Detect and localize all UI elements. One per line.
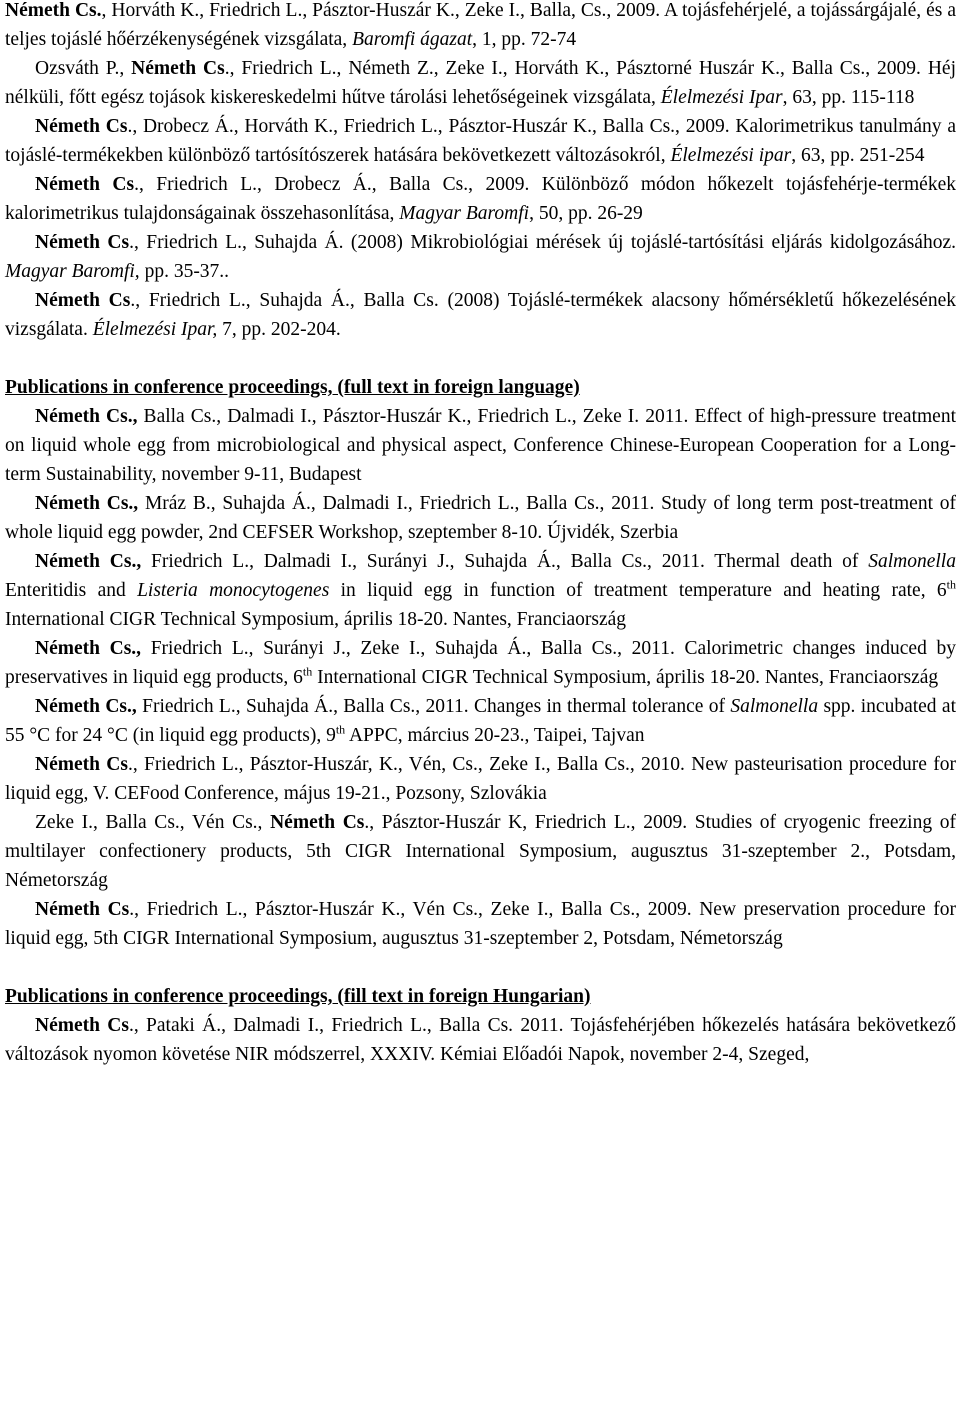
journal-name: Magyar Baromfi, bbox=[5, 261, 140, 282]
reference-item: Németh Cs., Friedrich L., Pásztor-Huszár K., Vén Cs., Zeke I., Balla Cs., 2009. New preservation procedure for liquid egg, 5th CIGR International Symposium, augusztus 31-szeptember 2, Potsdam, Németország bbox=[5, 899, 956, 949]
reference-item: Németh Cs., Drobecz Á., Horváth K., Friedrich L., Pásztor-Huszár K., Balla Cs., 2009. Kalorimetrikus tanulmány a tojáslé-termékekben különböző tartósítószerek hatására bekövetkezett változásokról, Élelmezési ipar, 63, pp. 251-254 bbox=[5, 116, 956, 166]
author-bold: Németh Cs bbox=[35, 290, 131, 311]
author-bold: Németh Cs bbox=[270, 812, 365, 833]
conference-hungarian-list bbox=[5, 1011, 956, 1069]
reference-item: Németh Cs., Friedrich L., Suhajda Á., Balla Cs., 2011. Changes in thermal tolerance of Salmonella spp. incubated at 55 °C for 24 °C (in liquid egg products), 9th APPC, március 20-23., Taipei, Tajvan bbox=[5, 696, 956, 746]
spacer bbox=[5, 344, 956, 373]
reference-item: Zeke I., Balla Cs., Vén Cs., Németh Cs., Pásztor-Huszár K, Friedrich L., 2009. Studies of cryogenic freezing of multilayer confectionery products, 5th CIGR International Symposium, augusztus 31-szeptember 2., Potsdam, Németország bbox=[5, 812, 956, 891]
author-bold: Németh Cs bbox=[35, 899, 130, 920]
author-bold: Németh Cs bbox=[35, 232, 130, 253]
reference-item: Németh Cs., Friedrich L., Suhajda Á. (2008) Mikrobiológiai mérések új tojáslé-tartósítási eljárás kidolgozásához. Magyar Baromfi, pp. 35-37.. bbox=[5, 232, 956, 282]
conference-foreign-list bbox=[5, 402, 956, 953]
reference-item: Németh Cs., Friedrich L., Dalmadi I., Surányi J., Suhajda Á., Balla Cs., 2011. Thermal death of Salmonella Enteritidis and Listeria monocytogenes in liquid egg in function of treatment temperature and heating rate, 6th International CIGR Technical Symposium, április 18-20. Nantes, Franciaország bbox=[5, 551, 956, 630]
species-name: Salmonella bbox=[730, 696, 819, 717]
author-bold: Németh Cs., bbox=[35, 406, 138, 427]
species-name: Listeria monocytogenes bbox=[137, 580, 330, 601]
species-name: Salmonella bbox=[868, 551, 956, 572]
reference-item: Ozsváth P., Németh Cs., Friedrich L., Németh Z., Zeke I., Horváth K., Pásztorné Huszár K., Balla Cs., 2009. Héj nélküli, főtt egész tojások kiskereskedelmi hűtve tárolási lehetőségeinek vizsgálata, Élelmezési Ipar, 63, pp. 115-118 bbox=[5, 58, 956, 108]
author-bold: Németh Cs., bbox=[35, 638, 142, 659]
author-bold: Németh Cs., bbox=[35, 696, 137, 717]
journal-name: Baromfi ágazat bbox=[352, 29, 473, 50]
journal-name: Magyar Baromfi bbox=[399, 203, 530, 224]
author-bold: Németh Cs bbox=[35, 1015, 129, 1036]
author-bold: Németh Cs. bbox=[5, 0, 102, 21]
reference-item: Németh Cs., Mráz B., Suhajda Á., Dalmadi I., Friedrich L., Balla Cs., 2011. Study of long term post-treatment of whole liquid egg powder, 2nd CEFSER Workshop, szeptember 8-10. Újvidék, Szerbia bbox=[5, 493, 956, 543]
author-bold: Németh Cs bbox=[35, 116, 128, 137]
author-bold: Németh Cs bbox=[131, 58, 225, 79]
reference-item: Németh Cs., Friedrich L., Drobecz Á., Balla Cs., 2009. Különböző módon hőkezelt tojásfehérje-termékek kalorimetrikus tulajdonságainak összehasonlítása, Magyar Baromfi, 50, pp. 26-29 bbox=[5, 174, 956, 224]
journal-reference-list bbox=[5, 0, 956, 344]
author-bold: Németh Cs., bbox=[35, 551, 142, 572]
author-bold: Németh Cs bbox=[35, 174, 135, 195]
reference-item: Németh Cs., Pataki Á., Dalmadi I., Friedrich L., Balla Cs. 2011. Tojásfehérjében hőkezelés hatására bekövetkező változások nyomon követése NIR módszerrel, XXXIV. Kémiai Előadói Napok, november 2-4, Szeged, bbox=[5, 1015, 956, 1065]
author-bold: Németh Cs., bbox=[35, 493, 139, 514]
reference-item: Németh Cs., Horváth K., Friedrich L., Pásztor-Huszár K., Zeke I., Balla, Cs., 2009. A tojásfehérjelé, a tojássárgájalé, és a teljes tojáslé hőérzékenységének vizsgálata, Baromfi ágazat, 1, pp. 72-74 bbox=[5, 0, 956, 50]
author-bold: Németh Cs bbox=[35, 754, 128, 775]
reference-item: Németh Cs., Friedrich L., Pásztor-Huszár, K., Vén, Cs., Zeke I., Balla Cs., 2010. New pasteurisation procedure for liquid egg, V. CEFood Conference, május 19-21., Pozsony, Szlovákia bbox=[5, 754, 956, 804]
spacer bbox=[5, 953, 956, 982]
reference-item: Németh Cs., Friedrich L., Surányi J., Zeke I., Suhajda Á., Balla Cs., 2011. Calorimetric changes induced by preservatives in liquid egg products, 6th International CIGR Technical Symposium, április 18-20. Nantes, Franciaország bbox=[5, 638, 956, 688]
journal-name: Élelmezési ipar bbox=[670, 145, 792, 166]
section-heading-foreign: Publications in conference proceedings, (full text in foreign language) bbox=[5, 377, 580, 398]
reference-item: Németh Cs., Friedrich L., Suhajda Á., Balla Cs. (2008) Tojáslé-termékek alacsony hőmérsékletű hőkezelésének vizsgálata. Élelmezési Ipar, 7, pp. 202-204. bbox=[5, 290, 956, 340]
journal-name: Élelmezési Ipar bbox=[660, 87, 783, 108]
journal-name: Élelmezési Ipar, bbox=[92, 319, 218, 340]
section-heading-hungarian: Publications in conference proceedings, (fill text in foreign Hungarian) bbox=[5, 986, 591, 1007]
reference-item: Németh Cs., Balla Cs., Dalmadi I., Pásztor-Huszár K., Friedrich L., Zeke I. 2011. Effect of high-pressure treatment on liquid whole egg from microbiological and physical aspect, Conference Chinese-European Cooperation for a Long-term Sustainability, november 9-11, Budapest bbox=[5, 406, 956, 485]
